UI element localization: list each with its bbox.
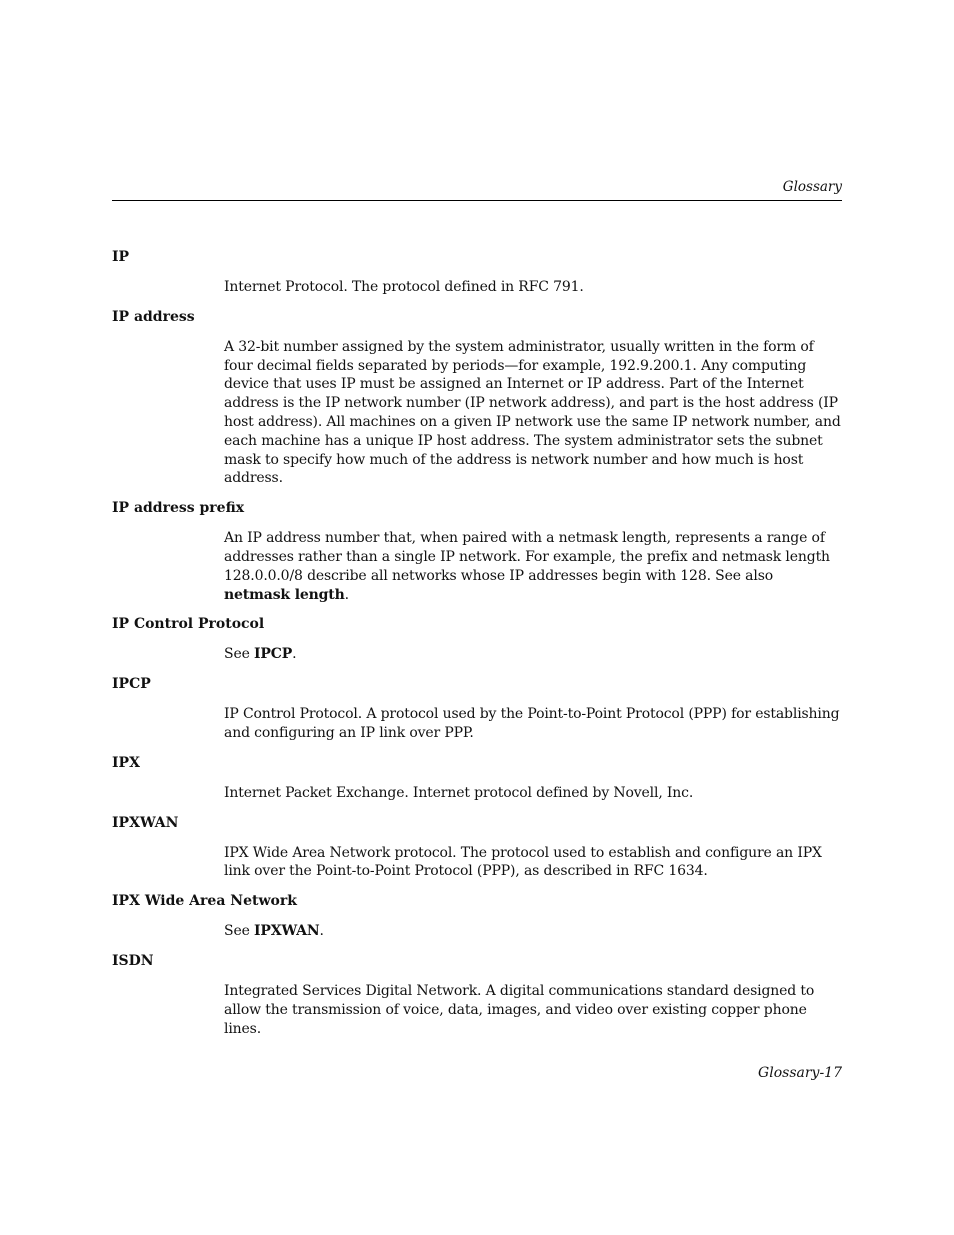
page-number: Glossary-17 bbox=[758, 1065, 842, 1081]
glossary-entry-ipcp bbox=[112, 675, 842, 743]
glossary-definition: Internet Packet Exchange. Internet protocol defined by Novell, Inc. bbox=[224, 784, 694, 801]
section-title: Glossary bbox=[782, 179, 842, 195]
glossary-definition: IPX Wide Area Network protocol. The protocol used to establish and configure an IPX link over the Point-to-Point Protocol (PPP), as described in RFC 1634. bbox=[224, 844, 822, 880]
glossary-definition: See IPCP. bbox=[224, 646, 297, 663]
glossary-entry-ip-control-protocol bbox=[112, 615, 842, 664]
cross-reference: netmask length bbox=[224, 586, 345, 603]
glossary-definition: See IPXWAN. bbox=[224, 923, 324, 940]
glossary-definition: Integrated Services Digital Network. A digital communications standard designed to allow the transmission of voice, data, images, and video over existing copper phone lines. bbox=[224, 982, 815, 1037]
glossary-definition: An IP address number that, when paired with a netmask length, represents a range of addresses rather than a single IP network. For example, the prefix and netmask length 128.0.0.0/8 describe all networks whose IP addresses begin with 128. See also netmask length. bbox=[224, 530, 830, 603]
glossary-list bbox=[112, 248, 842, 1049]
cross-reference: IPXWAN bbox=[254, 923, 320, 940]
glossary-term: IP bbox=[112, 249, 130, 265]
glossary-term: ISDN bbox=[112, 952, 154, 969]
glossary-definition: Internet Protocol. The protocol defined in RFC 791. bbox=[224, 279, 584, 295]
glossary-definition: A 32-bit number assigned by the system administrator, usually written in the form of four decimal fields separated by periods—for example, 192.9.200.1. Any computing device that uses IP must be assigned an Internet or IP address. Part of the Internet address is the IP network number (IP network address), and part is the host address (IP host address). All machines on a given IP network use the same IP network number, and each machine has a unique IP host address. The system administrator sets the subnet mask to specify how much of the address is network number and how much is host address. bbox=[224, 338, 841, 487]
cross-reference: IPCP bbox=[254, 646, 293, 663]
glossary-term: IPX Wide Area Network bbox=[112, 893, 297, 910]
glossary-entry-ip-address bbox=[112, 308, 842, 488]
glossary-term: IP address prefix bbox=[112, 500, 245, 517]
glossary-definition: IP Control Protocol. A protocol used by the Point-to-Point Protocol (PPP) for establishing and configuring an IP link over PPP. bbox=[224, 706, 840, 741]
glossary-entry-isdn bbox=[112, 952, 842, 1038]
glossary-term: IPXWAN bbox=[112, 814, 179, 831]
glossary-term: IPCP bbox=[112, 676, 151, 693]
running-header bbox=[112, 178, 842, 201]
glossary-term: IP Control Protocol bbox=[112, 616, 265, 633]
glossary-entry-ip-address-prefix bbox=[112, 499, 842, 604]
glossary-term: IP address bbox=[112, 308, 195, 325]
glossary-entry-ip bbox=[112, 248, 842, 297]
glossary-entry-ipxwan bbox=[112, 814, 842, 882]
glossary-entry-ipx bbox=[112, 754, 842, 803]
glossary-entry-ipx-wide-area-network bbox=[112, 892, 842, 941]
glossary-term: IPX bbox=[112, 754, 140, 771]
